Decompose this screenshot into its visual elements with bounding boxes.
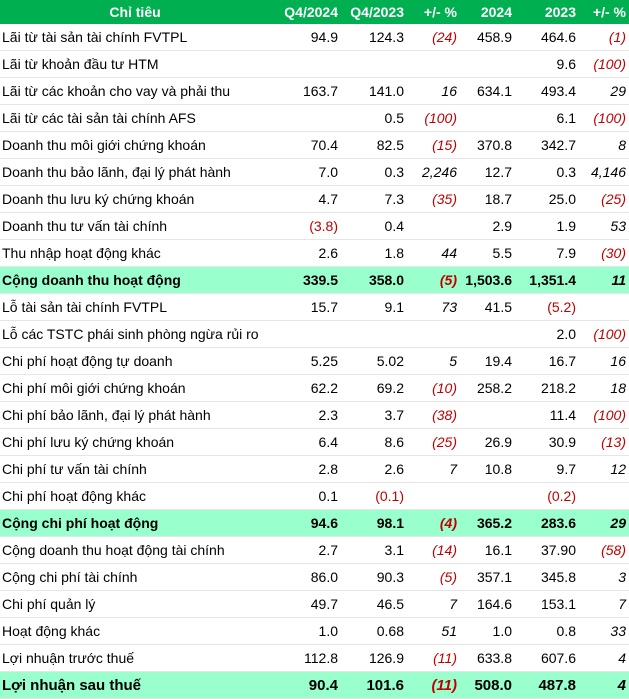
table-row <box>0 537 629 564</box>
table-row <box>0 24 629 51</box>
cell-q4-2024 <box>270 321 341 348</box>
cell-change-year: 3 <box>579 564 629 591</box>
row-label: Doanh thu tư vấn tài chính <box>0 213 270 240</box>
row-label: Lỗ tài sản tài chính FVTPL <box>0 294 270 321</box>
cell-year-2023: 11.4 <box>515 402 579 429</box>
cell-q4-2024: 1.0 <box>270 618 341 645</box>
cell-change-year: 8 <box>579 132 629 159</box>
cell-q4-2024: 0.1 <box>270 483 341 510</box>
cell-q4-2024: 4.7 <box>270 186 341 213</box>
cell-year-2024: 164.6 <box>460 591 515 618</box>
net-profit-row <box>0 672 629 699</box>
row-label: Chi phí tư vấn tài chính <box>0 456 270 483</box>
cell-year-2023: 1.9 <box>515 213 579 240</box>
row-label: Lợi nhuận trước thuế <box>0 645 270 672</box>
cell-q4-2023 <box>341 51 407 78</box>
cell-q4-2023: 98.1 <box>341 510 407 537</box>
cell-change-quarter: (10) <box>407 375 460 402</box>
cell-year-2024: 508.0 <box>460 672 515 699</box>
cell-year-2023: 9.7 <box>515 456 579 483</box>
cell-year-2023: 607.6 <box>515 645 579 672</box>
row-label: Lãi từ khoản đầu tư HTM <box>0 51 270 78</box>
cell-change-quarter: 73 <box>407 294 460 321</box>
cell-year-2024 <box>460 51 515 78</box>
cell-q4-2024: 94.9 <box>270 24 341 51</box>
header-change-year: +/- % <box>579 0 629 24</box>
cell-change-year: 4 <box>579 645 629 672</box>
cell-change-quarter: (14) <box>407 537 460 564</box>
table-row <box>0 105 629 132</box>
cell-q4-2023: 5.02 <box>341 348 407 375</box>
cell-change-year: (100) <box>579 105 629 132</box>
cell-change-year <box>579 294 629 321</box>
cell-q4-2023: 101.6 <box>341 672 407 699</box>
total-row <box>0 510 629 537</box>
cell-year-2023: 2.0 <box>515 321 579 348</box>
table-row <box>0 294 629 321</box>
cell-change-year: 29 <box>579 78 629 105</box>
row-label: Cộng doanh thu hoạt động <box>0 267 270 294</box>
row-label: Chi phí quản lý <box>0 591 270 618</box>
cell-q4-2023: 7.3 <box>341 186 407 213</box>
header-row <box>0 0 629 24</box>
header-change-quarter: +/- % <box>407 0 460 24</box>
table-row <box>0 429 629 456</box>
cell-year-2023: 37.90 <box>515 537 579 564</box>
table-row <box>0 618 629 645</box>
cell-change-year: 18 <box>579 375 629 402</box>
cell-change-quarter: (25) <box>407 429 460 456</box>
cell-change-quarter: 2,246 <box>407 159 460 186</box>
table-row <box>0 348 629 375</box>
cell-year-2024 <box>460 483 515 510</box>
cell-change-year: (100) <box>579 321 629 348</box>
cell-year-2024: 18.7 <box>460 186 515 213</box>
cell-change-year: 53 <box>579 213 629 240</box>
cell-q4-2024 <box>270 105 341 132</box>
cell-year-2024: 5.5 <box>460 240 515 267</box>
cell-year-2024: 2.9 <box>460 213 515 240</box>
row-label: Lợi nhuận sau thuế <box>0 672 270 699</box>
cell-q4-2023: 0.5 <box>341 105 407 132</box>
cell-year-2024: 1.0 <box>460 618 515 645</box>
cell-q4-2024: 62.2 <box>270 375 341 402</box>
cell-year-2024: 365.2 <box>460 510 515 537</box>
cell-change-year: 7 <box>579 591 629 618</box>
cell-change-year: 29 <box>579 510 629 537</box>
cell-change-quarter <box>407 51 460 78</box>
cell-q4-2023: 1.8 <box>341 240 407 267</box>
cell-q4-2023: 0.4 <box>341 213 407 240</box>
cell-year-2024: 258.2 <box>460 375 515 402</box>
header-indicator: Chỉ tiêu <box>0 0 270 24</box>
cell-year-2024 <box>460 105 515 132</box>
cell-change-quarter: (11) <box>407 645 460 672</box>
cell-change-year: (13) <box>579 429 629 456</box>
cell-q4-2023: 0.3 <box>341 159 407 186</box>
cell-change-year: 33 <box>579 618 629 645</box>
row-label: Cộng chi phí tài chính <box>0 564 270 591</box>
table-row <box>0 564 629 591</box>
cell-q4-2024: 6.4 <box>270 429 341 456</box>
cell-change-quarter: (4) <box>407 510 460 537</box>
cell-change-year: 11 <box>579 267 629 294</box>
table-row <box>0 321 629 348</box>
row-label: Chi phí lưu ký chứng khoán <box>0 429 270 456</box>
cell-q4-2024: 5.25 <box>270 348 341 375</box>
cell-change-year: (1) <box>579 24 629 51</box>
table-row <box>0 375 629 402</box>
cell-year-2023: 464.6 <box>515 24 579 51</box>
cell-year-2023: 345.8 <box>515 564 579 591</box>
cell-year-2024 <box>460 402 515 429</box>
cell-year-2023: 487.8 <box>515 672 579 699</box>
table-row <box>0 186 629 213</box>
cell-year-2024: 26.9 <box>460 429 515 456</box>
cell-q4-2023 <box>341 321 407 348</box>
cell-q4-2023: 3.1 <box>341 537 407 564</box>
table-row <box>0 645 629 672</box>
cell-change-year: 16 <box>579 348 629 375</box>
cell-q4-2023: 82.5 <box>341 132 407 159</box>
row-label: Chi phí môi giới chứng khoán <box>0 375 270 402</box>
cell-change-quarter: 44 <box>407 240 460 267</box>
cell-change-quarter: 16 <box>407 78 460 105</box>
row-label: Chi phí hoạt động tự doanh <box>0 348 270 375</box>
table-row <box>0 51 629 78</box>
cell-q4-2024: 15.7 <box>270 294 341 321</box>
table-row <box>0 402 629 429</box>
cell-q4-2023: 126.9 <box>341 645 407 672</box>
cell-change-quarter: (100) <box>407 105 460 132</box>
cell-change-quarter: (5) <box>407 564 460 591</box>
cell-change-year: (30) <box>579 240 629 267</box>
row-label: Cộng doanh thu hoạt động tài chính <box>0 537 270 564</box>
cell-year-2023: (0.2) <box>515 483 579 510</box>
cell-q4-2024: 2.6 <box>270 240 341 267</box>
cell-year-2024: 634.1 <box>460 78 515 105</box>
cell-year-2023: 9.6 <box>515 51 579 78</box>
cell-year-2023: 283.6 <box>515 510 579 537</box>
cell-year-2023: 6.1 <box>515 105 579 132</box>
row-label: Hoạt động khác <box>0 618 270 645</box>
cell-q4-2023: 124.3 <box>341 24 407 51</box>
cell-year-2024 <box>460 321 515 348</box>
row-label: Lãi từ tài sản tài chính FVTPL <box>0 24 270 51</box>
cell-change-quarter: 5 <box>407 348 460 375</box>
cell-change-year: (58) <box>579 537 629 564</box>
table-row <box>0 240 629 267</box>
cell-change-year: 4,146 <box>579 159 629 186</box>
cell-year-2024: 19.4 <box>460 348 515 375</box>
cell-q4-2023: 90.3 <box>341 564 407 591</box>
row-label: Chi phí hoạt động khác <box>0 483 270 510</box>
cell-q4-2024: 339.5 <box>270 267 341 294</box>
cell-q4-2023: 141.0 <box>341 78 407 105</box>
cell-year-2023: 1,351.4 <box>515 267 579 294</box>
cell-q4-2024: 7.0 <box>270 159 341 186</box>
row-label: Doanh thu môi giới chứng khoán <box>0 132 270 159</box>
cell-year-2024: 41.5 <box>460 294 515 321</box>
cell-year-2024: 10.8 <box>460 456 515 483</box>
cell-change-quarter: 7 <box>407 456 460 483</box>
cell-q4-2024: 86.0 <box>270 564 341 591</box>
cell-year-2024: 16.1 <box>460 537 515 564</box>
cell-year-2024: 12.7 <box>460 159 515 186</box>
cell-q4-2024: 2.3 <box>270 402 341 429</box>
table-row <box>0 591 629 618</box>
table-row <box>0 78 629 105</box>
cell-change-year: 12 <box>579 456 629 483</box>
cell-q4-2023: 2.6 <box>341 456 407 483</box>
cell-change-quarter: (11) <box>407 672 460 699</box>
header-year-2024: 2024 <box>460 0 515 24</box>
cell-q4-2023: 3.7 <box>341 402 407 429</box>
table-row <box>0 213 629 240</box>
cell-year-2023: 16.7 <box>515 348 579 375</box>
cell-year-2024: 633.8 <box>460 645 515 672</box>
table-row <box>0 483 629 510</box>
row-label: Doanh thu lưu ký chứng khoán <box>0 186 270 213</box>
cell-year-2023: 25.0 <box>515 186 579 213</box>
cell-change-quarter: 51 <box>407 618 460 645</box>
cell-q4-2023: 9.1 <box>341 294 407 321</box>
cell-q4-2024: 112.8 <box>270 645 341 672</box>
cell-year-2024: 458.9 <box>460 24 515 51</box>
total-row <box>0 267 629 294</box>
cell-change-quarter <box>407 483 460 510</box>
cell-q4-2023: (0.1) <box>341 483 407 510</box>
row-label: Thu nhập hoạt động khác <box>0 240 270 267</box>
cell-change-year <box>579 483 629 510</box>
row-label: Lãi từ các khoản cho vay và phải thu <box>0 78 270 105</box>
cell-change-quarter: (38) <box>407 402 460 429</box>
cell-change-quarter: (35) <box>407 186 460 213</box>
cell-year-2023: 0.3 <box>515 159 579 186</box>
cell-change-quarter: (5) <box>407 267 460 294</box>
cell-change-quarter: (24) <box>407 24 460 51</box>
table-body <box>0 24 629 699</box>
cell-change-year: (100) <box>579 51 629 78</box>
table-row <box>0 456 629 483</box>
cell-q4-2024: 90.4 <box>270 672 341 699</box>
row-label: Lãi từ các tài sản tài chính AFS <box>0 105 270 132</box>
cell-q4-2024: 49.7 <box>270 591 341 618</box>
cell-q4-2024: 163.7 <box>270 78 341 105</box>
cell-change-year: 4 <box>579 672 629 699</box>
cell-year-2023: 0.8 <box>515 618 579 645</box>
row-label: Cộng chi phí hoạt động <box>0 510 270 537</box>
cell-change-quarter <box>407 213 460 240</box>
cell-q4-2023: 69.2 <box>341 375 407 402</box>
cell-year-2023: (5.2) <box>515 294 579 321</box>
cell-change-year: (100) <box>579 402 629 429</box>
cell-year-2024: 370.8 <box>460 132 515 159</box>
cell-q4-2024: 2.8 <box>270 456 341 483</box>
cell-year-2024: 357.1 <box>460 564 515 591</box>
row-label: Chi phí bảo lãnh, đại lý phát hành <box>0 402 270 429</box>
cell-year-2023: 7.9 <box>515 240 579 267</box>
cell-year-2023: 342.7 <box>515 132 579 159</box>
cell-change-quarter: (15) <box>407 132 460 159</box>
cell-q4-2023: 0.68 <box>341 618 407 645</box>
cell-q4-2023: 8.6 <box>341 429 407 456</box>
cell-q4-2024: 2.7 <box>270 537 341 564</box>
header-year-2023: 2023 <box>515 0 579 24</box>
cell-year-2023: 30.9 <box>515 429 579 456</box>
cell-year-2023: 153.1 <box>515 591 579 618</box>
header-q4-2023: Q4/2023 <box>341 0 407 24</box>
cell-q4-2024: 70.4 <box>270 132 341 159</box>
table-row <box>0 132 629 159</box>
cell-q4-2024: (3.8) <box>270 213 341 240</box>
cell-q4-2024 <box>270 51 341 78</box>
cell-q4-2023: 46.5 <box>341 591 407 618</box>
cell-change-quarter: 7 <box>407 591 460 618</box>
cell-q4-2023: 358.0 <box>341 267 407 294</box>
cell-year-2024: 1,503.6 <box>460 267 515 294</box>
row-label: Doanh thu bảo lãnh, đại lý phát hành <box>0 159 270 186</box>
cell-q4-2024: 94.6 <box>270 510 341 537</box>
cell-year-2023: 218.2 <box>515 375 579 402</box>
row-label: Lỗ các TSTC phái sinh phòng ngừa rủi ro <box>0 321 270 348</box>
cell-change-year: (25) <box>579 186 629 213</box>
table-row <box>0 159 629 186</box>
cell-year-2023: 493.4 <box>515 78 579 105</box>
header-q4-2024: Q4/2024 <box>270 0 341 24</box>
cell-change-quarter <box>407 321 460 348</box>
